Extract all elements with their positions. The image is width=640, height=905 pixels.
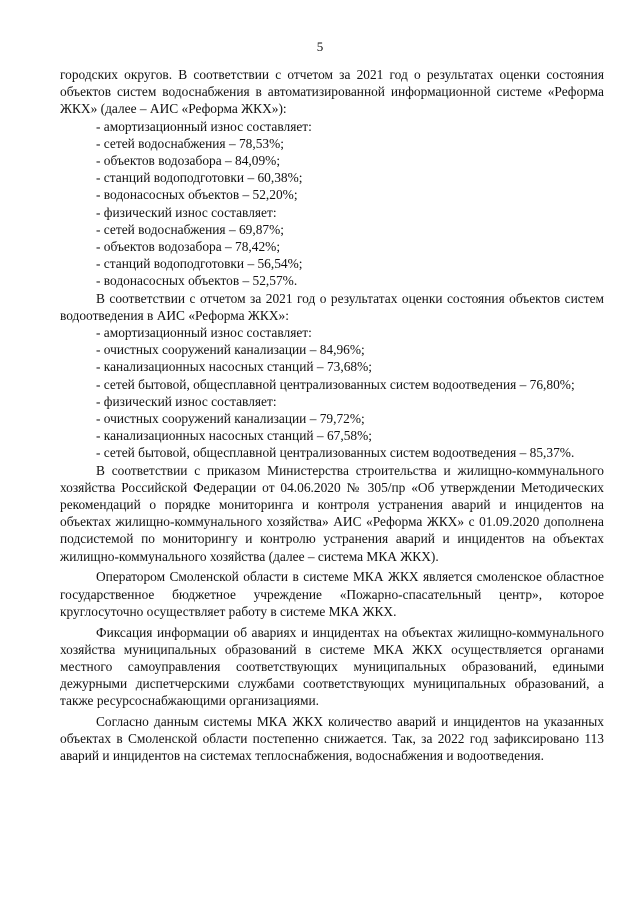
- list-item: - амортизационный износ составляет:: [96, 118, 312, 134]
- water-supply-wear-list: [60, 118, 604, 290]
- list-item: - физический износ составляет:: [96, 393, 277, 409]
- paragraph-statistics: Согласно данным системы МКА ЖКХ количество аварий и инцидентов на указанных объектах в Смоленской области постепенно снижается. Так, за 2022 год зафиксировано 113 аварий и инцидентов на системах теплоснабжения, водоснабжения и водоотведения.: [60, 714, 604, 764]
- list-item: - физический износ составляет:: [96, 204, 277, 220]
- list-item: - сетей бытовой, общесплавной централизованных систем водоотведения – 76,80%;: [96, 376, 575, 392]
- paragraph-sewer-intro: В соответствии с отчетом за 2021 год о результатах оценки состояния объектов систем водоотведения в АИС «Реформа ЖКХ»:: [60, 290, 604, 323]
- list-item: - очистных сооружений канализации – 79,72%;: [96, 411, 365, 427]
- list-item: - канализационных насосных станций – 67,58%;: [96, 428, 372, 444]
- paragraph-water-supply-intro: городских округов. В соответствии с отчетом за 2021 год о результатах оценки состояния объектов систем водоснабжения в автоматизированной информационной системе «Реформа ЖКХ» (далее – АИС «Реформа ЖКХ»):: [60, 67, 604, 117]
- document-body: [60, 66, 604, 765]
- paragraph-ministry-order: В соответствии с приказом Министерства строительства и жилищно-коммунального хозяйства Российской Федерации от 04.06.2020 № 305/пр «Об утверждении Методических рекомендаций о порядке мониторинга и контроля устранения аварий и инцидентов на объектах жилищно-коммунального хозяйства» АИС «Реформа ЖКХ» с 01.09.2020 дополнена подсистемой по мониторингу и контролю устранения аварий и инцидентов на объектах жилищно-коммунального хозяйства (далее – система МКА ЖКХ).: [60, 462, 604, 564]
- list-item: - станций водоподготовки – 60,38%;: [96, 170, 303, 186]
- list-item: - станций водоподготовки – 56,54%;: [96, 256, 303, 272]
- list-item: - сетей водоснабжения – 78,53%;: [96, 135, 284, 151]
- list-item: - водонасосных объектов – 52,57%.: [96, 273, 298, 289]
- list-item: - объектов водозабора – 84,09%;: [96, 153, 281, 169]
- page-number: 5: [316, 39, 324, 54]
- list-item: - амортизационный износ составляет:: [96, 325, 312, 341]
- list-item: - объектов водозабора – 78,42%;: [96, 239, 281, 255]
- paragraph-fixation: Фиксация информации об авариях и инцидентах на объектах жилищно-коммунального хозяйства муниципальных образований в системе МКА ЖКХ осуществляется органами местного самоуправления соответствующих муниципальных образований, едиными дежурными диспетчерскими службами соответствующих муниципальных образований, а также ресурсоснабжающими организациями.: [60, 624, 604, 709]
- list-item: - сетей бытовой, общесплавной централизованных систем водоотведения – 85,37%.: [96, 445, 575, 461]
- list-item: - канализационных насосных станций – 73,68%;: [96, 359, 372, 375]
- paragraph-operator: Оператором Смоленской области в системе МКА ЖКХ является смоленское областное государственное бюджетное учреждение «Пожарно-спасательный центр», которое круглосуточно осуществляет работу в системе МКА ЖКХ.: [60, 569, 604, 619]
- list-item: - водонасосных объектов – 52,20%;: [96, 187, 298, 203]
- sewer-wear-list: [60, 324, 604, 462]
- list-item: - сетей водоснабжения – 69,87%;: [96, 221, 284, 237]
- list-item: - очистных сооружений канализации – 84,96%;: [96, 342, 365, 358]
